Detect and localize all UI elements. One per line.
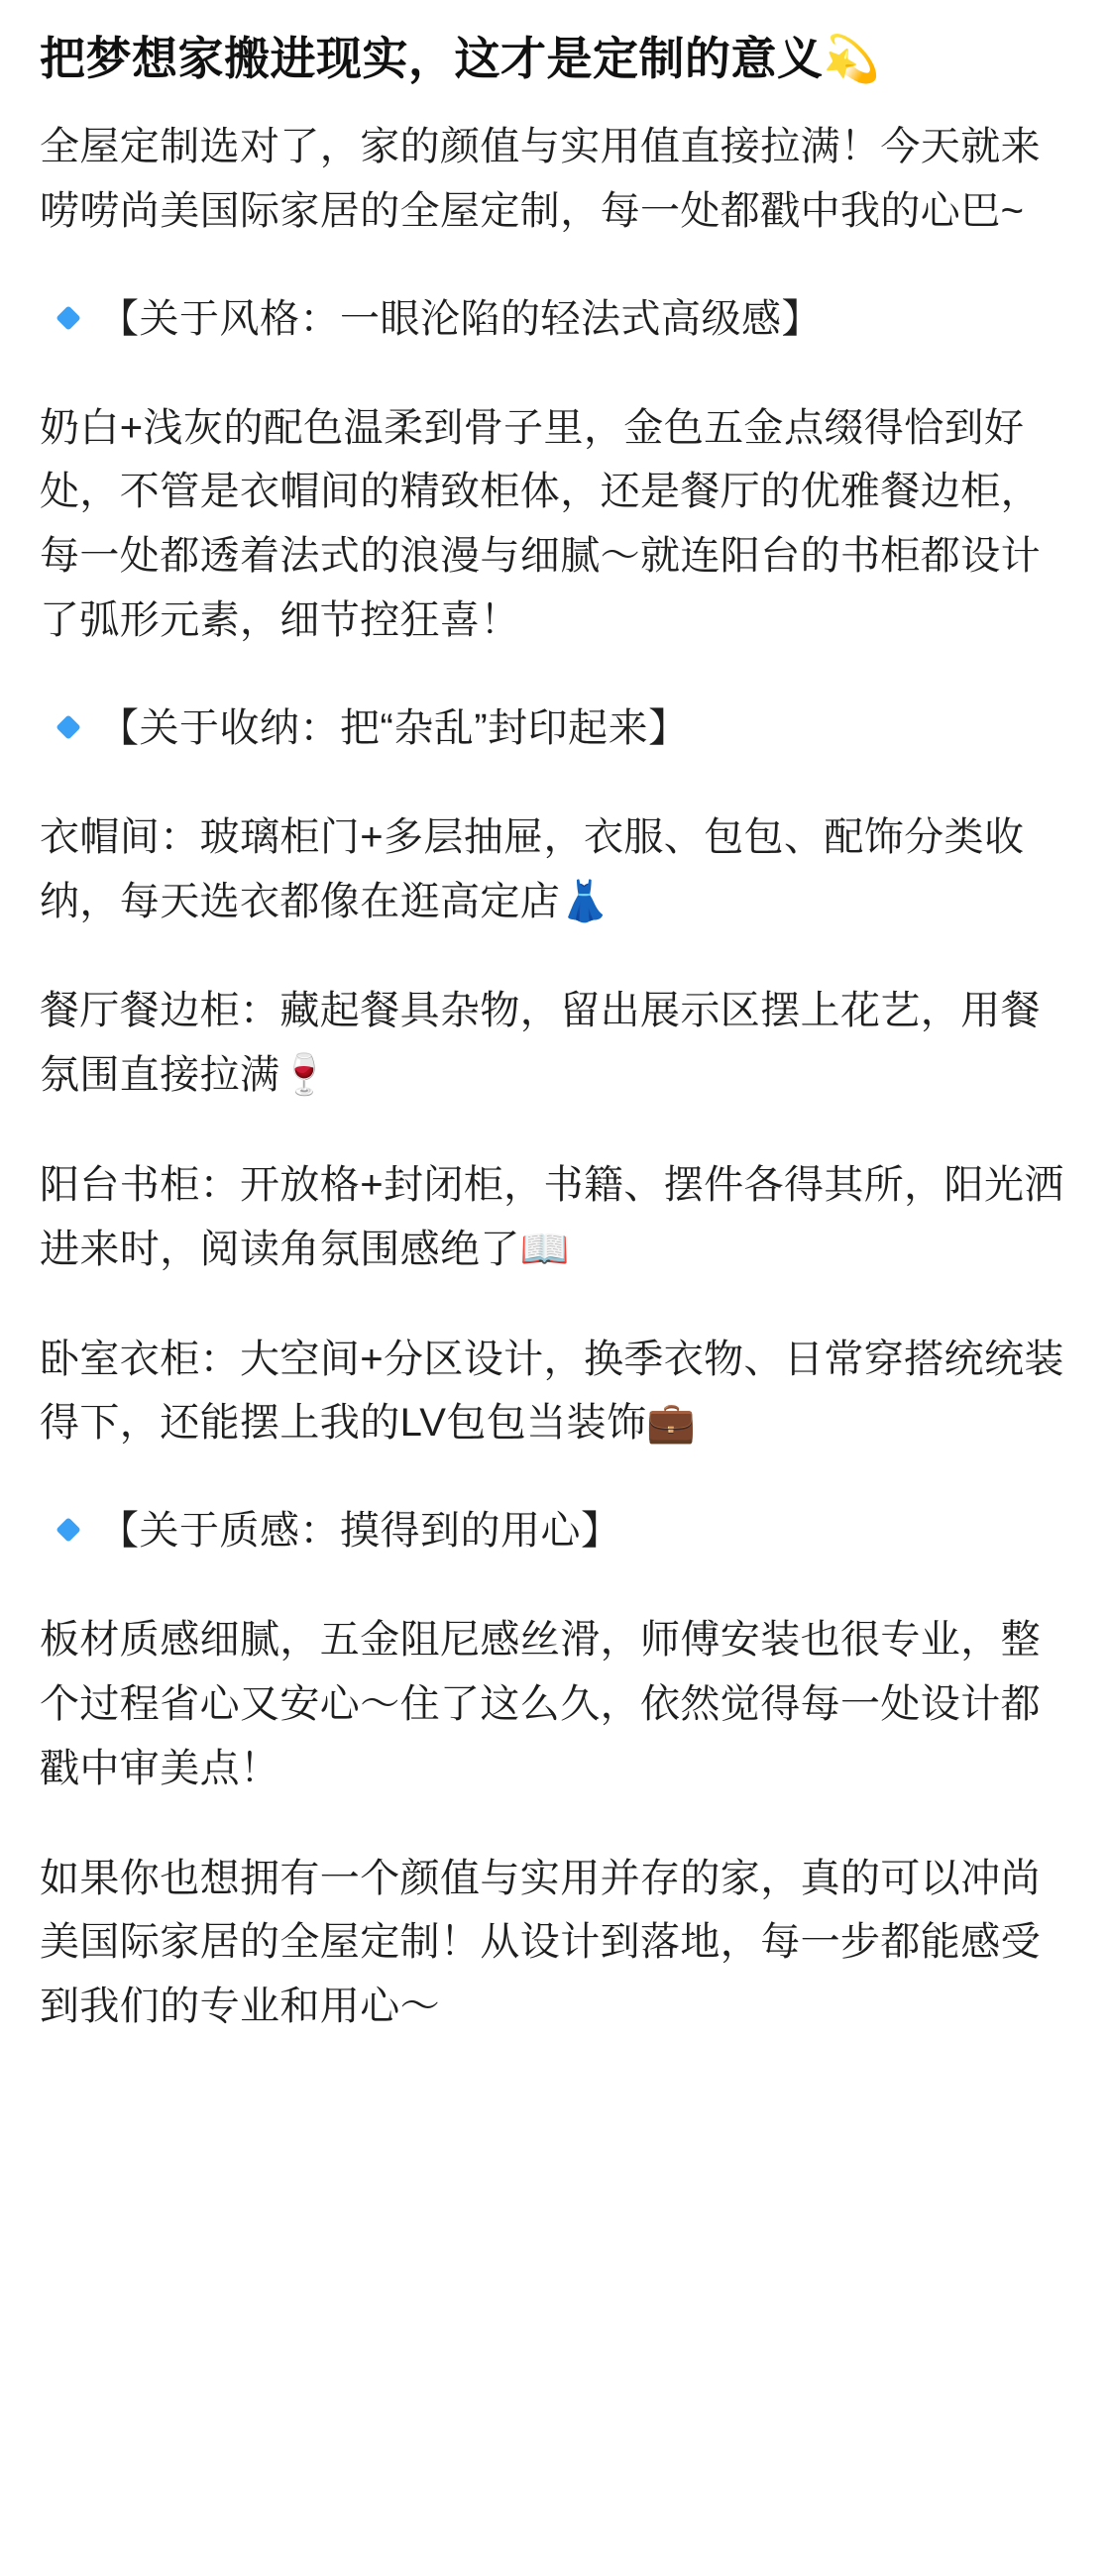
diamond-bullet-icon [55, 714, 80, 739]
section-heading-style [40, 289, 1069, 349]
section-title-style: 【关于风格：一眼沦陷的轻法式高级感】 [99, 296, 822, 341]
section-title-quality: 【关于质感：摸得到的用心】 [99, 1509, 621, 1554]
section-style-paragraph-1: 奶白+浅灰的配色温柔到骨子里，金色五金点缀得恰到好处，不管是衣帽间的精致柜体，还是餐厅的优雅餐边柜，每一处都透着法式的浪漫与细腻～就连阳台的书柜都设计了弧形元素，细节控狂喜！ [40, 405, 1041, 643]
page-title: 把梦想家搬进现实，这才是定制的意义💫 [40, 33, 881, 84]
section-quality-paragraph-1: 板材质感细腻，五金阻尼感丝滑，师傅安装也很专业，整个过程省心又安心～住了这么久，依然觉得每一处设计都戳中审美点！ [40, 1618, 1041, 1790]
section-title-storage: 【关于收纳：把“杂乱”封印起来】 [99, 705, 689, 750]
section-heading-quality [40, 1501, 1069, 1560]
diamond-bullet-icon [55, 1518, 80, 1543]
section-storage-paragraph-1: 衣帽间：玻璃柜门+多层抽屉，衣服、包包、配饰分类收纳，每天选衣都像在逛高定店👗 [40, 814, 1025, 923]
section-storage-paragraph-3: 阳台书柜：开放格+封闭柜，书籍、摆件各得其所，阳光洒进来时，阅读角氛围感绝了📖 [40, 1163, 1064, 1271]
intro-paragraph: 全屋定制选对了，家的颜值与实用值直接拉满！今天就来唠唠尚美国际家居的全屋定制，每一处都戳中我的心巴~ [40, 125, 1041, 233]
section-quality-paragraph-2: 如果你也想拥有一个颜值与实用并存的家，真的可以冲尚美国际家居的全屋定制！从设计到落地，每一步都能感受到我们的专业和用心～ [40, 1856, 1041, 2029]
diamond-bullet-icon [55, 305, 80, 330]
section-storage-paragraph-4: 卧室衣柜：大空间+分区设计，换季衣物、日常穿搭统统装得下，还能摆上我的LV包包当装饰💼 [40, 1337, 1064, 1446]
section-heading-storage [40, 698, 1069, 758]
section-storage-paragraph-2: 餐厅餐边柜：藏起餐具杂物，留出展示区摆上花艺，用餐氛围直接拉满🍷 [40, 989, 1041, 1098]
